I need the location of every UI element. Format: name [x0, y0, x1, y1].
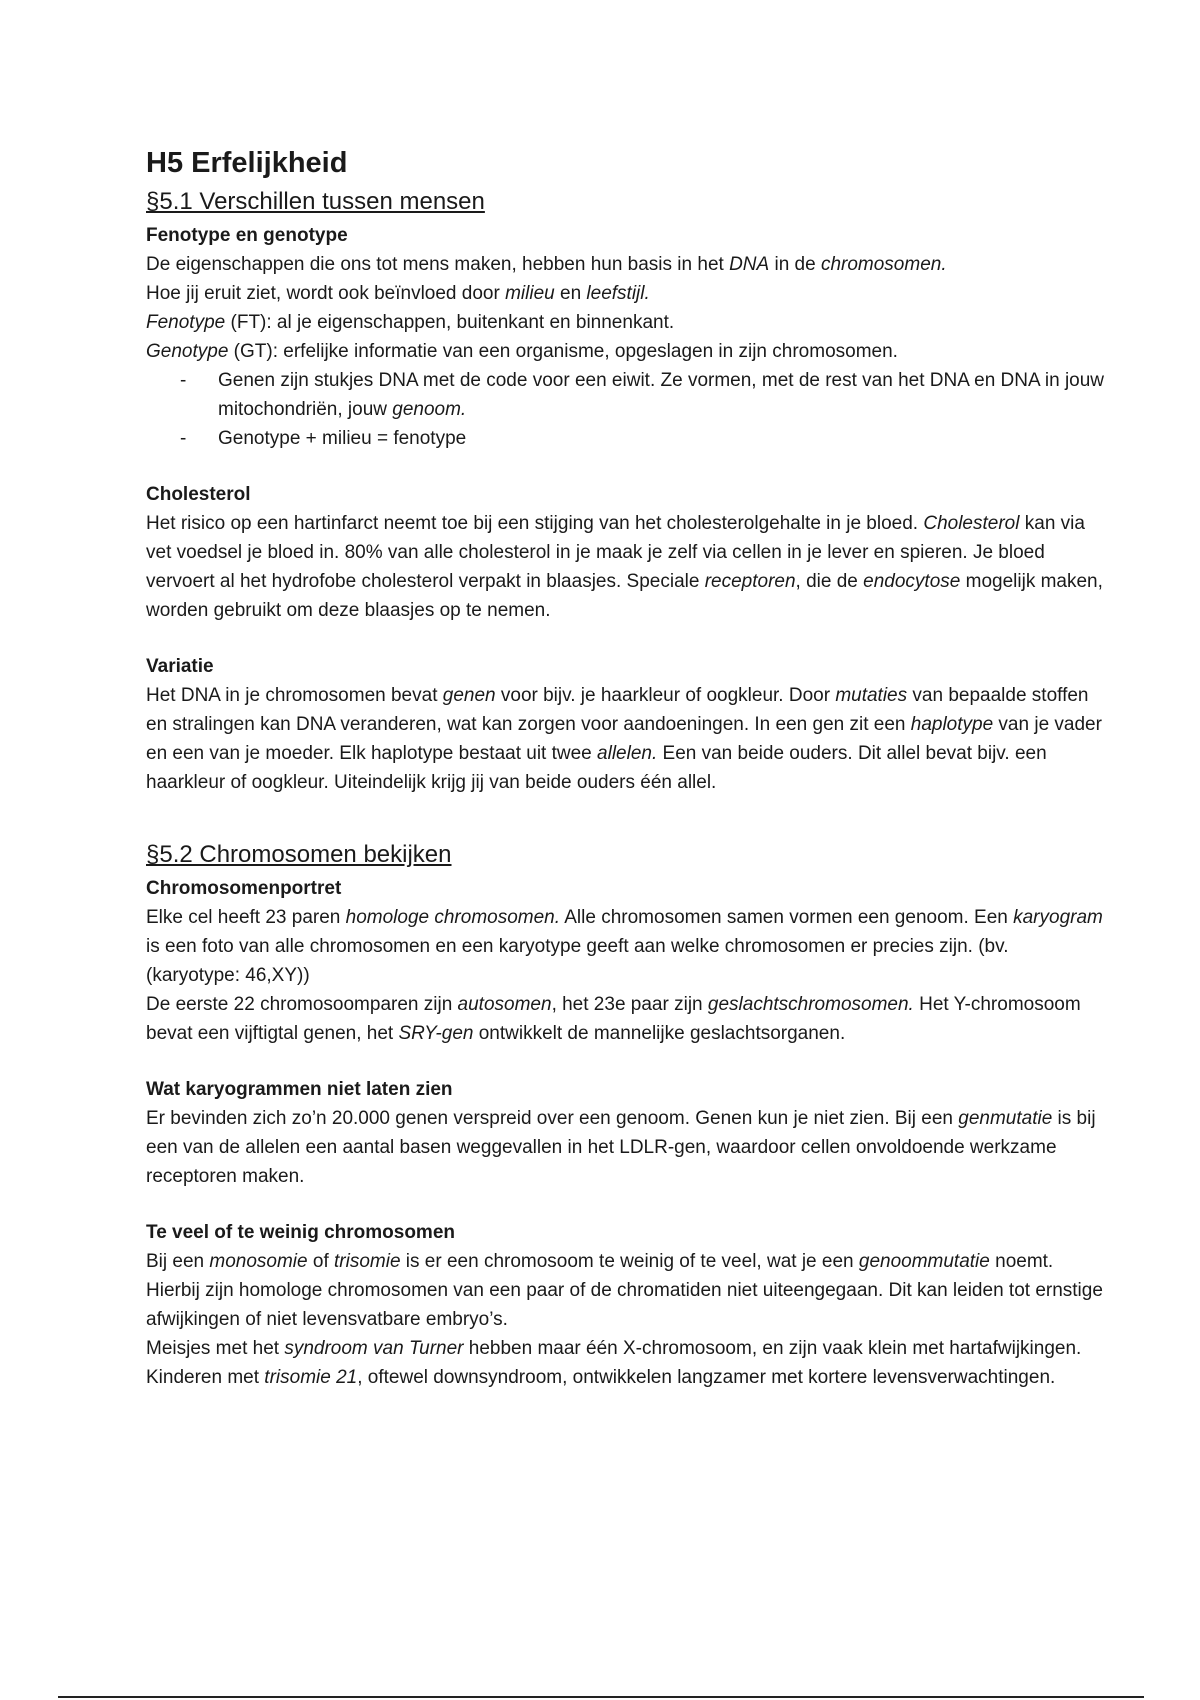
subheading-variatie: Variatie	[146, 656, 214, 677]
section-heading-5-1: §5.1 Verschillen tussen mensen	[146, 188, 485, 215]
paragraph-fenotype-1: De eigenschappen die ons tot mens maken, hebben hun basis in het DNA in de chromosomen.	[146, 254, 947, 275]
paragraph-fenotype-3: Fenotype (FT): al je eigenschappen, buitenkant en binnenkant.	[146, 312, 675, 333]
paragraph-te-veel-1: Bij een monosomie of trisomie is er een chromosoom te weinig of te veel, wat je een genoommutatie noemt. Hierbij zijn homologe chromosomen van een paar of de chromatiden niet uiteengegaan. Dit kan leiden tot ernstige afwijkingen of niet levensvatbare embryo’s.	[146, 1251, 1103, 1330]
subheading-karyogrammen: Wat karyogrammen niet laten zien	[146, 1079, 453, 1100]
paragraph-genotype: Genotype (GT): erfelijke informatie van een organisme, opgeslagen in zijn chromosomen.	[146, 341, 898, 362]
paragraph-te-veel-2: Meisjes met het syndroom van Turner hebben maar één X-chromosoom, en zijn vaak klein met hartafwijkingen. Kinderen met trisomie 21, oftewel downsyndroom, ontwikkelen langzamer met kortere levensverwachtingen.	[146, 1338, 1082, 1388]
paragraph-fenotype-2: Hoe jij eruit ziet, wordt ook beïnvloed door milieu en leefstijl.	[146, 283, 650, 304]
paragraph-karyogrammen: Er bevinden zich zo’n 20.000 genen verspreid over een genoom. Genen kun je niet zien. Bij een genmutatie is bij een van de allelen een aantal basen weggevallen in het LDLR-gen, waardoor cellen onvoldoende werkzame receptoren maken.	[146, 1108, 1096, 1187]
page-title: H5 Erfelijkheid	[146, 147, 348, 179]
document-page	[146, 146, 1106, 1392]
subheading-chromosomenportret: Chromosomenportret	[146, 878, 342, 899]
subheading-fenotype: Fenotype en genotype	[146, 225, 348, 246]
list-item: - Genotype + milieu = fenotype	[180, 428, 467, 449]
subheading-te-veel: Te veel of te weinig chromosomen	[146, 1222, 455, 1243]
bullet-list	[146, 366, 1106, 453]
paragraph-cholesterol: Het risico op een hartinfarct neemt toe bij een stijging van het cholesterolgehalte in je bloed. Cholesterol kan via vet voedsel je bloed in. 80% van alle cholesterol in je maak je zelf via cellen in je lever en spieren. Je bloed vervoert al het hydrofobe cholesterol verpakt in blaasjes. Speciale receptoren, die de endocytose mogelijk maken, worden gebruikt om deze blaasjes op te nemen.	[146, 513, 1103, 621]
section-heading-5-2: §5.2 Chromosomen bekijken	[146, 841, 452, 868]
list-item: - Genen zijn stukjes DNA met de code voor een eiwit. Ze vormen, met de rest van het DNA en DNA in jouw mitochondriën, jouw genoom.	[180, 370, 1105, 420]
footer-divider	[58, 1696, 1144, 1698]
subheading-cholesterol: Cholesterol	[146, 484, 251, 505]
paragraph-variatie: Het DNA in je chromosomen bevat genen voor bijv. je haarkleur of oogkleur. Door mutaties van bepaalde stoffen en stralingen kan DNA veranderen, wat kan zorgen voor aandoeningen. In een gen zit een haplotype van je vader en een van je moeder. Elk haplotype bestaat uit twee allelen. Een van beide ouders. Dit allel bevat bijv. een haarkleur of oogkleur. Uiteindelijk krijg jij van beide ouders één allel.	[146, 685, 1102, 793]
paragraph-portret-1: Elke cel heeft 23 paren homologe chromosomen. Alle chromosomen samen vormen een genoom. Een karyogram is een foto van alle chromosomen en een karyotype geeft aan welke chromosomen er precies zijn. (bv. (karyotype: 46,XY))	[146, 907, 1103, 986]
paragraph-portret-2: De eerste 22 chromosoomparen zijn autosomen, het 23e paar zijn geslachtschromosomen. Het Y-chromosoom bevat een vijftigtal genen, het SRY-gen ontwikkelt de mannelijke geslachtsorganen.	[146, 994, 1081, 1044]
